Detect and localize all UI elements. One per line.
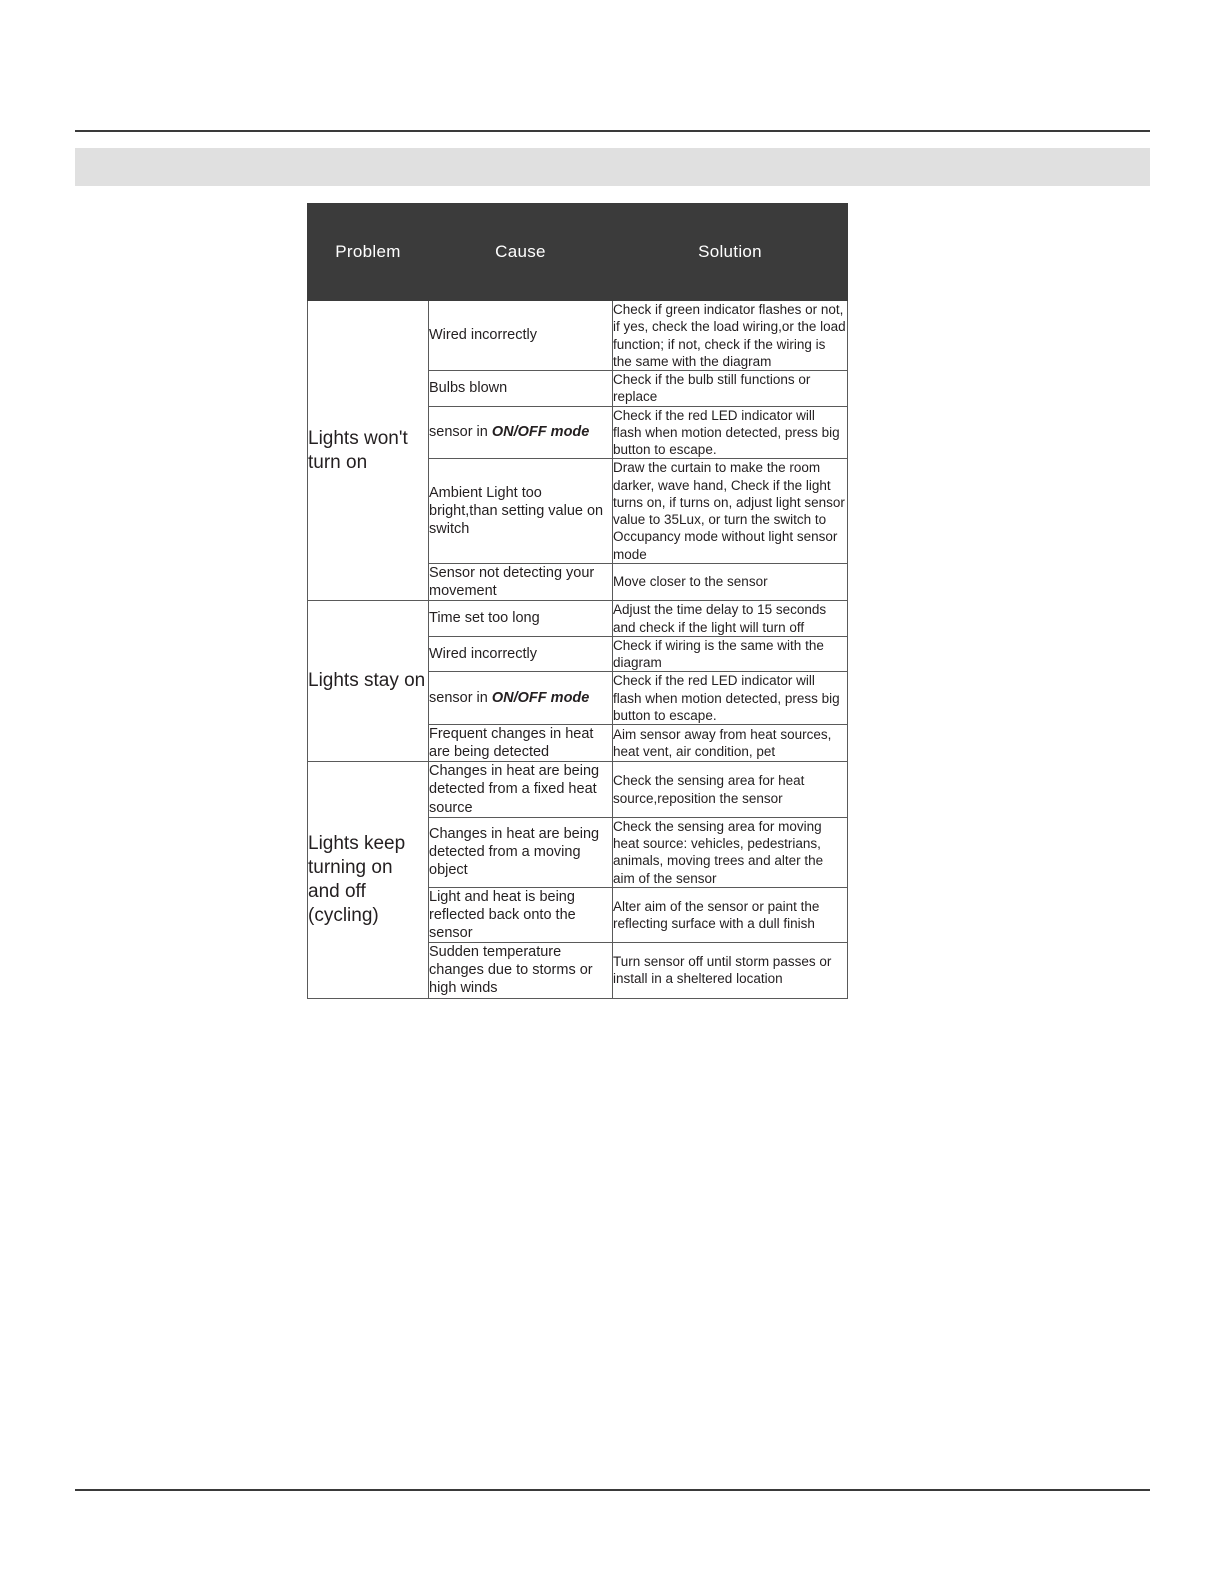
cause-cell <box>429 817 613 887</box>
problem-cell: Lights keep turning on and off (cycling) <box>308 762 429 998</box>
column-header-cause: Cause <box>429 204 613 301</box>
cause-text: Sensor not detecting your movement <box>429 564 595 600</box>
footer-rule <box>75 1489 1150 1491</box>
column-header-solution: Solution <box>613 204 848 301</box>
cause-cell <box>429 725 613 762</box>
troubleshooting-table <box>307 203 848 999</box>
cause-cell <box>429 672 613 725</box>
cause-cell <box>429 636 613 672</box>
cause-cell <box>429 943 613 998</box>
table-body <box>308 301 848 999</box>
cause-text: Sudden temperature changes due to storms or high winds <box>429 944 593 997</box>
solution-cell: Move closer to the sensor <box>613 563 848 600</box>
solution-cell: Turn sensor off until storm passes or install in a sheltered location <box>613 943 848 998</box>
solution-cell: Check if the bulb still functions or replace <box>613 371 848 407</box>
table-row <box>308 762 848 817</box>
table-row <box>308 601 848 637</box>
solution-cell: Check if wiring is the same with the diagram <box>613 636 848 672</box>
header-rule <box>75 130 1150 132</box>
table-row <box>308 301 848 371</box>
solution-cell: Check if green indicator flashes or not, if yes, check the load wiring,or the load function; if not, check if the wiring is the same with the diagram <box>613 302 846 369</box>
problem-cell: Lights won't turn on <box>308 301 429 601</box>
cause-cell <box>429 301 613 371</box>
solution-cell: Check the sensing area for heat source,reposition the sensor <box>613 762 848 817</box>
cause-text: Bulbs blown <box>429 380 508 397</box>
cause-cell <box>429 601 613 637</box>
cause-emphasis: ON/OFF mode <box>491 690 590 707</box>
solution-cell: Adjust the time delay to 15 seconds and check if the light will turn off <box>613 601 848 637</box>
solution-cell: Draw the curtain to make the room darker, wave hand, Check if the light turns on, if turns on, adjust light sensor value to 35Lux, or turn the switch to Occupancy mode without light sensor mode <box>613 459 848 564</box>
cause-text: Wired incorrectly <box>429 645 537 662</box>
column-header-problem: Problem <box>308 204 429 301</box>
solution-cell: Alter aim of the sensor or paint the reflecting surface with a dull finish <box>613 887 848 942</box>
cause-text: sensor in <box>429 690 492 707</box>
cause-text: Frequent changes in heat are being detected <box>429 726 594 761</box>
solution-cell: Check the sensing area for moving heat source: vehicles, pedestrians, animals, moving trees and alter the aim of the sensor <box>613 817 848 887</box>
solution-cell: Check if the red LED indicator will flash when motion detected, press big button to escape. <box>613 672 848 725</box>
table-header-row <box>308 204 848 301</box>
cause-cell <box>429 371 613 407</box>
solution-cell: Aim sensor away from heat sources, heat vent, air condition, pet <box>613 725 848 762</box>
section-heading-text <box>75 148 1150 166</box>
problem-cell: Lights stay on <box>308 601 429 762</box>
cause-cell <box>429 887 613 942</box>
cause-cell <box>429 406 613 459</box>
cause-text: Changes in heat are being detected from a moving object <box>429 826 600 879</box>
cause-text: Time set too long <box>429 610 540 627</box>
cause-cell <box>429 563 613 600</box>
cause-text: Ambient Light too bright,than setting value on switch <box>429 485 604 538</box>
solution-cell: Check if the red LED indicator will flash when motion detected, press big button to escape. <box>613 406 848 459</box>
cause-emphasis: ON/OFF mode <box>491 424 590 441</box>
troubleshooting-table-wrapper <box>307 203 847 999</box>
cause-text: sensor in <box>429 424 492 441</box>
cause-cell <box>429 459 613 564</box>
cause-text: Wired incorrectly <box>429 327 537 344</box>
cause-text: Light and heat is being reflected back onto the sensor <box>429 888 576 942</box>
table-header <box>308 204 848 301</box>
cause-text: Changes in heat are being detected from a fixed heat source <box>429 763 600 816</box>
section-heading-band <box>75 148 1150 186</box>
cause-cell <box>429 762 613 817</box>
